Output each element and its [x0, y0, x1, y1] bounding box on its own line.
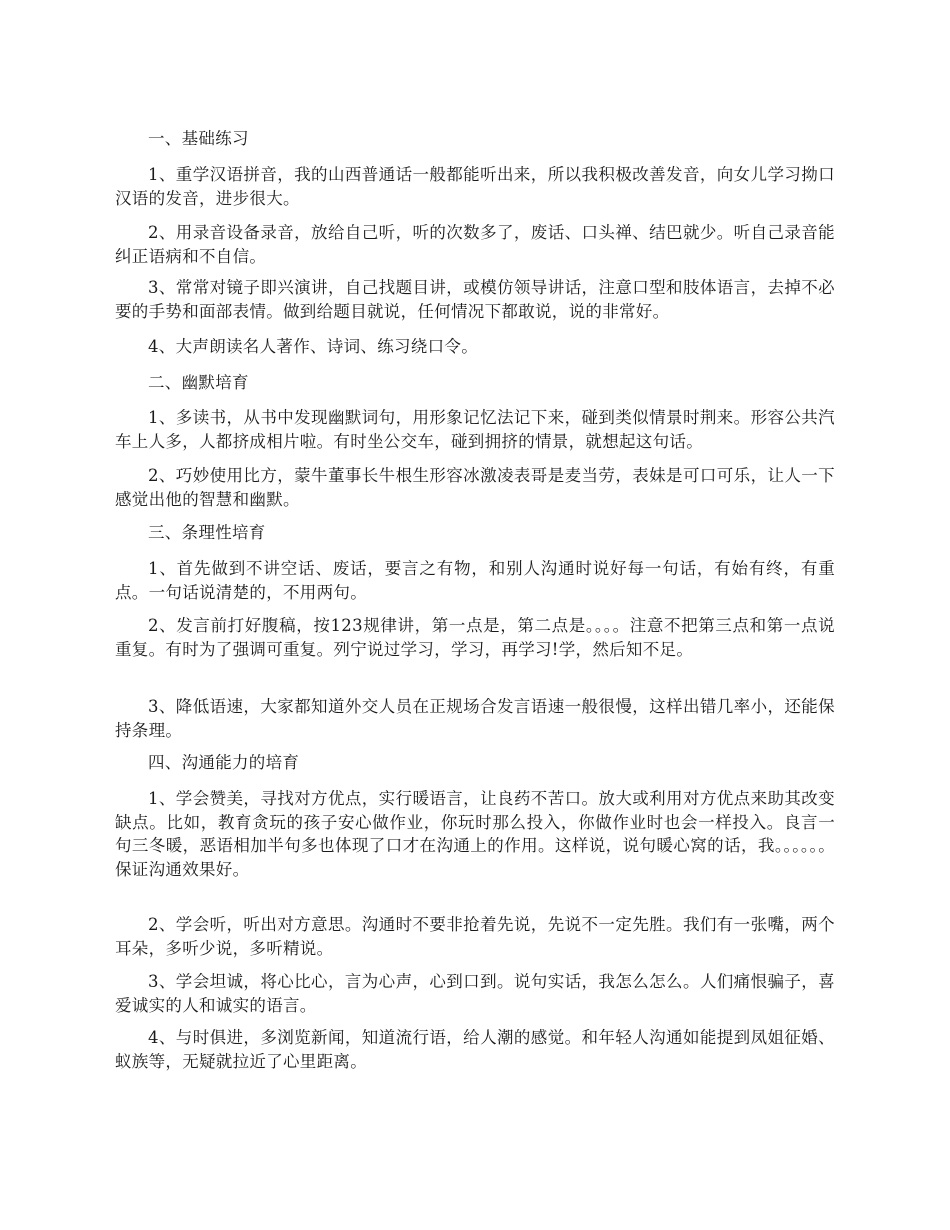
- paragraph: 3、常常对镜子即兴演讲，自己找题目讲，或模仿领导讲话，注意口型和肢体语言，去掉不必要的手势和面部表情。做到给题目就说，任何情况下都敢说，说的非常好。: [115, 278, 835, 321]
- paragraph: 1、多读书，从书中发现幽默词句，用形象记忆法记下来，碰到类似情景时荆来。形容公共汽车上人多，人都挤成相片啦。有时坐公交车，碰到拥挤的情景，就想起这句话。: [115, 408, 835, 451]
- paragraph: 1、首先做到不讲空话、废话，要言之有物，和别人沟通时说好每一句话，有始有终，有重点。一句话说清楚的，不用两句。: [115, 559, 835, 602]
- paragraph: 2、用录音设备录音，放给自己听，听的次数多了，废话、口头禅、结巴就少。听自己录音能纠正语病和不自信。: [115, 223, 835, 266]
- paragraph: 4、与时俱进，多浏览新闻，知道流行语，给人潮的感觉。和年轻人沟通如能提到凤姐征婚、蚁族等，无疑就拉近了心里距离。: [115, 1028, 835, 1071]
- paragraph: 2、发言前打好腹稿，按123规律讲，第一点是，第二点是。。。。注意不把第三点和第一点说重复。有时为了强调可重复。列宁说过学习，学习，再学习!学，然后知不足。: [115, 616, 835, 659]
- section-heading-basic-practice: 一、基础练习: [148, 129, 249, 148]
- section-heading-logic: 三、条理性培育: [148, 523, 266, 542]
- paragraph: 2、学会听，听出对方意思。沟通时不要非抢着先说，先说不一定先胜。我们有一张嘴，两个耳朵，多听少说，多听精说。: [115, 915, 835, 958]
- paragraph: 4、大声朗读名人著作、诗词、练习绕口令。: [148, 337, 478, 356]
- section-heading-communication: 四、沟通能力的培育: [148, 753, 300, 772]
- section-heading-humor: 二、幽默培育: [148, 373, 249, 392]
- paragraph: 3、学会坦诚，将心比心，言为心声，心到口到。说句实话，我怎么怎么。人们痛恨骗子，喜爱诚实的人和诚实的语言。: [115, 972, 835, 1015]
- paragraph: 1、学会赞美，寻找对方优点，实行暖语言，让良药不苦口。放大或利用对方优点来助其改变缺点。比如，教育贪玩的孩子安心做作业，你玩时那么投入，你做作业时也会一样投入。良言一句三冬暖，恶语相加半句多也体现了口才在沟通上的作用。这样说，说句暖心窝的话，我。。。。。。保证沟通效果好。: [115, 789, 835, 879]
- paragraph: 3、降低语速，大家都知道外交人员在正规场合发言语速一般很慢，这样出错几率小，还能保持条理。: [115, 697, 835, 740]
- paragraph: 1、重学汉语拼音，我的山西普通话一般都能听出来，所以我积极改善发音，向女儿学习拗口汉语的发音，进步很大。: [115, 165, 835, 208]
- paragraph: 2、巧妙使用比方，蒙牛董事长牛根生形容冰激凌表哥是麦当劳，表妹是可口可乐，让人一下感觉出他的智慧和幽默。: [115, 466, 835, 509]
